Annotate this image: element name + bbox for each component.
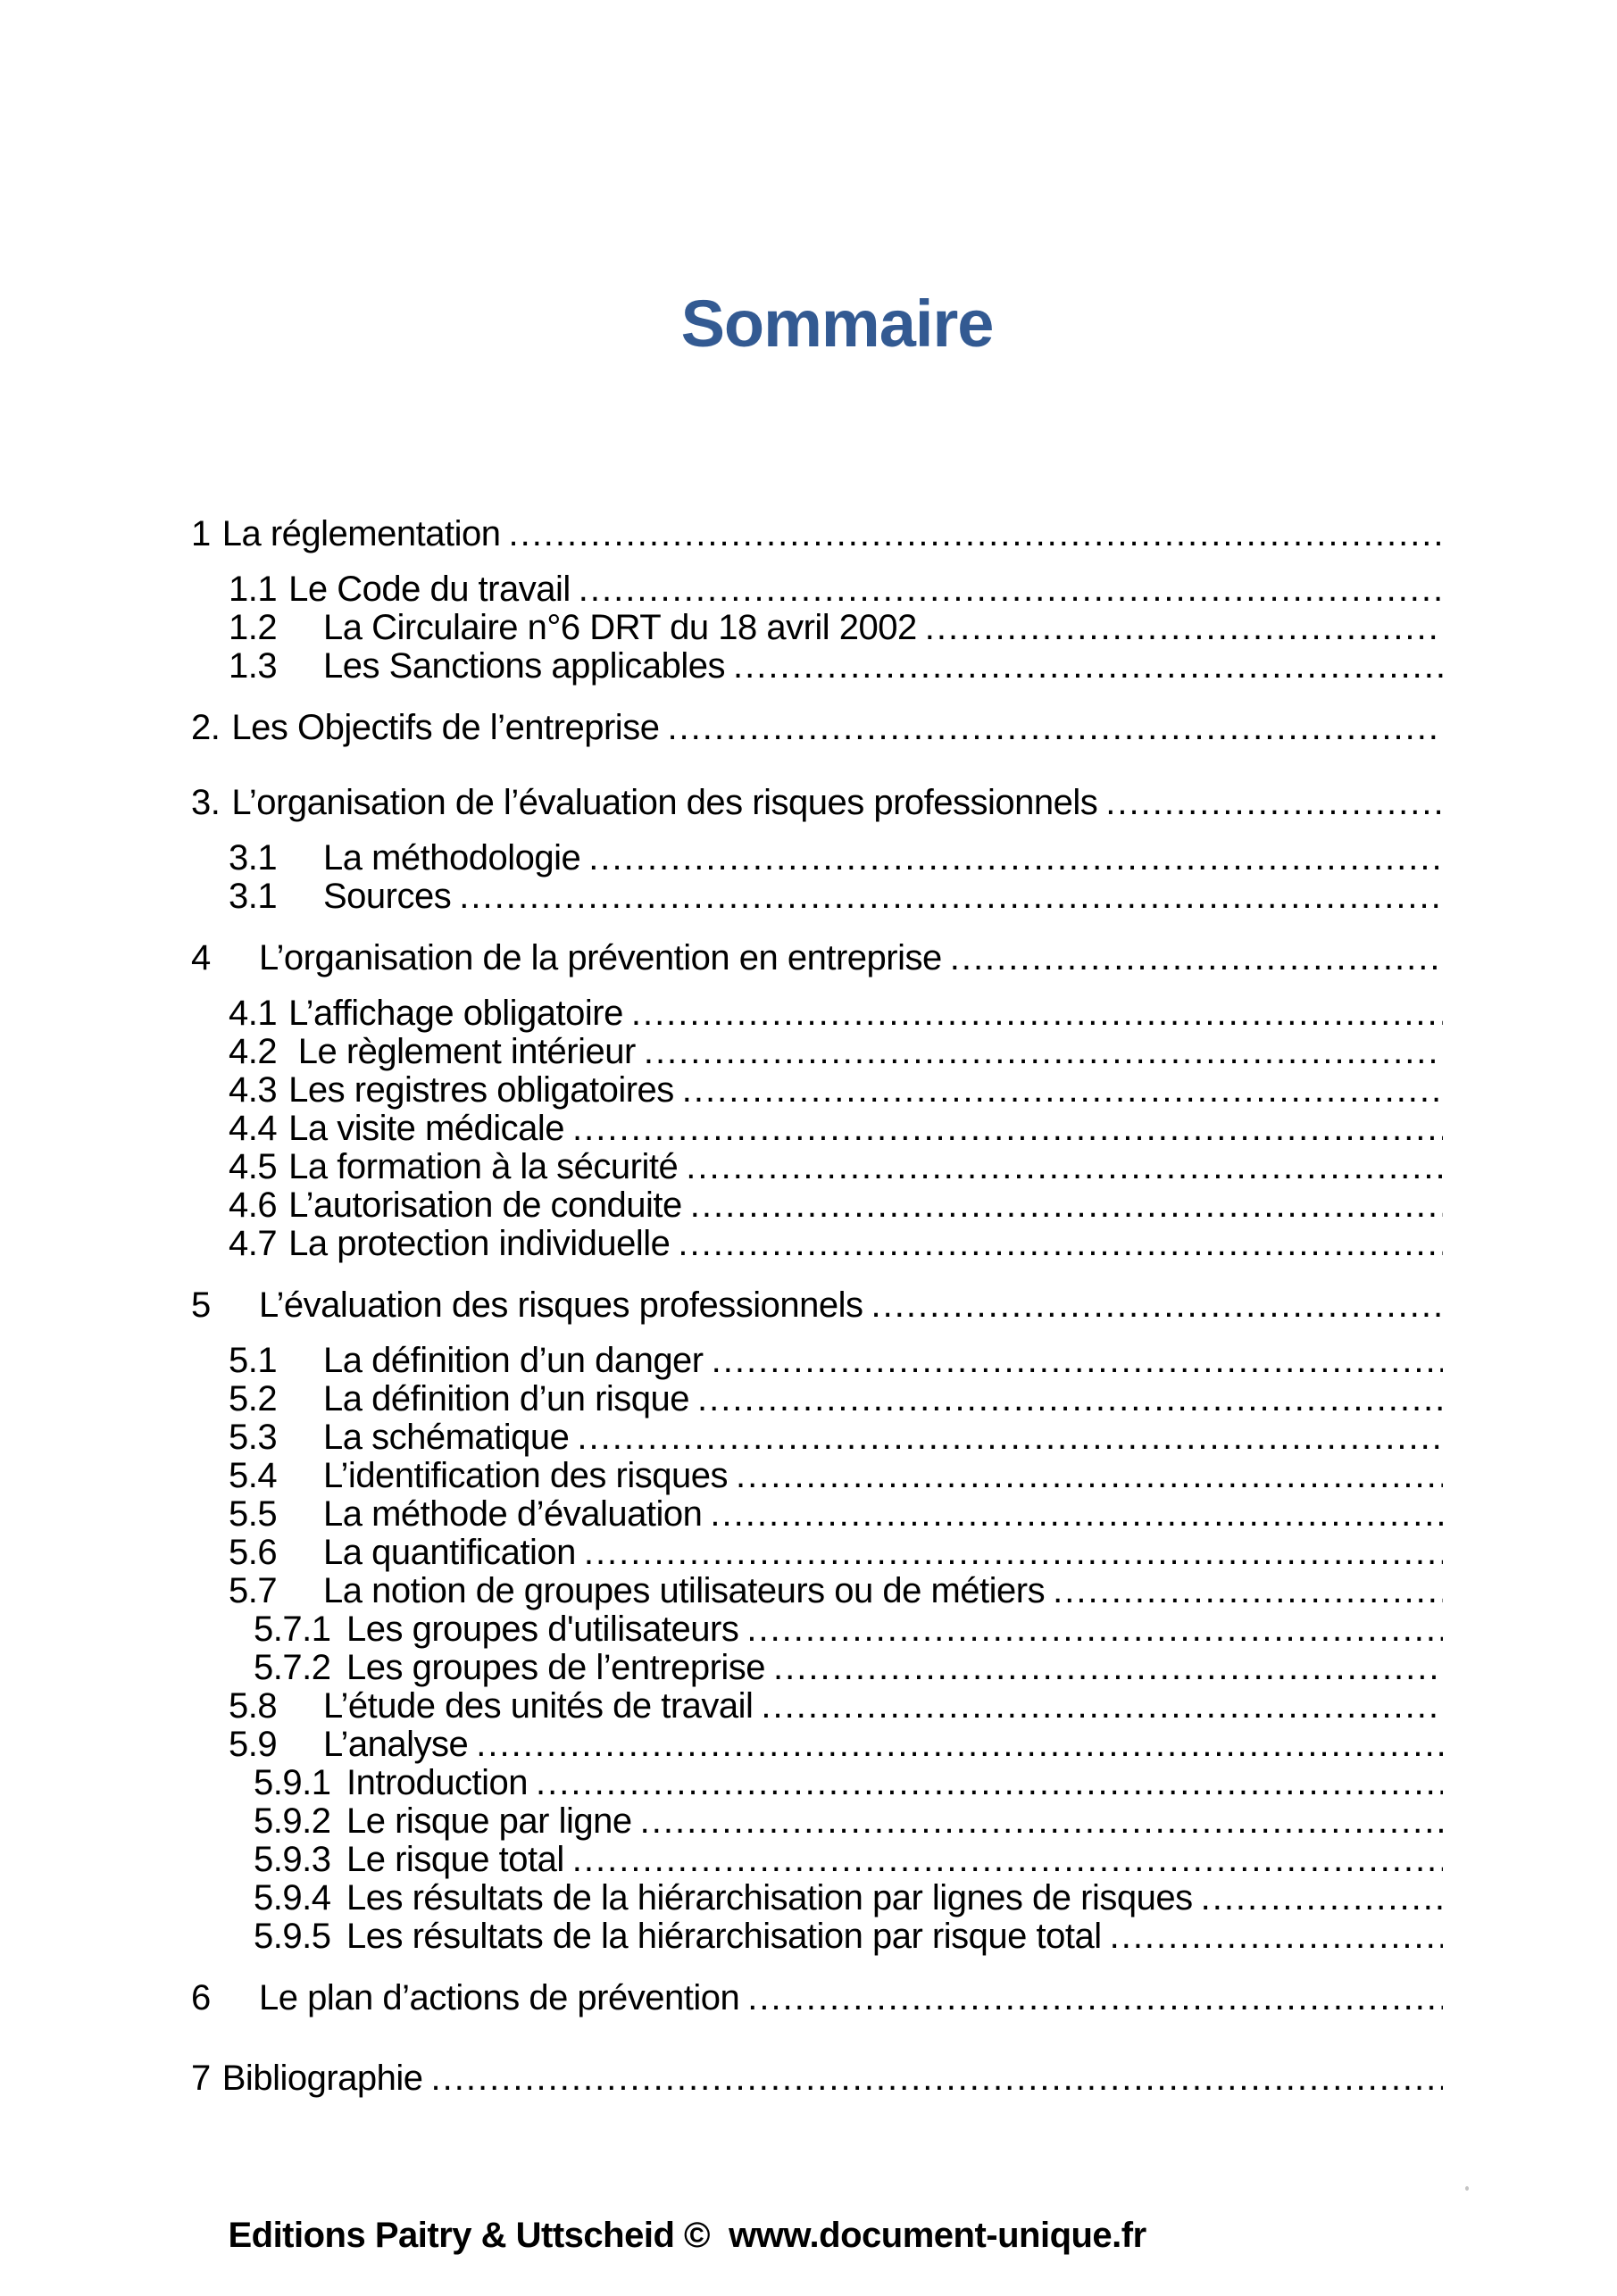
toc-entry — [229, 1342, 1443, 1380]
toc-entry — [229, 878, 1443, 916]
toc-entry-number: 5.9.5 — [254, 1917, 331, 1956]
toc-entry-label: Les Sanctions applicables — [323, 646, 726, 686]
dot-leader — [572, 1110, 1443, 1148]
toc-entry — [254, 1610, 1443, 1649]
toc-entry-label: Les Objectifs de l’entreprise — [231, 708, 660, 747]
dot-leader — [459, 878, 1443, 916]
toc-entry-label: L’étude des unités de travail — [323, 1686, 754, 1726]
toc-entry-number: 5.4 — [229, 1456, 278, 1495]
toc-entry — [229, 1572, 1443, 1610]
toc-entry-label: L’affichage obligatoire — [288, 994, 623, 1033]
page-title: Sommaire — [680, 287, 994, 361]
dot-leader — [1105, 784, 1443, 822]
toc-entry-label: Les groupes de l’entreprise — [346, 1648, 766, 1687]
toc-entry-label: La Circulaire n°6 DRT du 18 avril 2002 — [323, 608, 917, 647]
toc-entry — [254, 1841, 1443, 1879]
toc-entry-number: 1.3 — [229, 646, 278, 686]
toc-entry-label: L’autorisation de conduite — [288, 1185, 682, 1225]
toc-entry-label: Le plan d’actions de prévention — [259, 1978, 740, 2017]
toc-entry-label: Le risque total — [346, 1840, 564, 1879]
dot-leader — [588, 839, 1443, 878]
dot-leader — [736, 1457, 1443, 1495]
toc-entry — [229, 1071, 1443, 1110]
toc-entry-number: 6 — [191, 1978, 211, 2017]
toc-entry-number: 5.5 — [229, 1494, 278, 1534]
toc-entry-label: La méthode d’évaluation — [323, 1494, 703, 1534]
toc-entry-number: 4.6 — [229, 1185, 278, 1225]
toc-entry — [229, 1457, 1443, 1495]
toc-entry-label: La notion de groupes utilisateurs ou de métiers — [323, 1571, 1046, 1610]
toc-entry — [254, 1917, 1443, 1956]
toc-entry-number: 4 — [191, 938, 211, 977]
dot-leader — [476, 1726, 1443, 1764]
toc-entry-number: 3.1 — [229, 877, 278, 916]
toc-entry — [229, 1726, 1443, 1764]
toc-entry — [254, 1764, 1443, 1802]
toc-entry — [191, 709, 1443, 747]
toc-entry — [254, 1879, 1443, 1917]
dot-leader — [682, 1071, 1443, 1110]
toc-entry-number: 5.9.3 — [254, 1840, 331, 1879]
toc-entry — [229, 1186, 1443, 1225]
toc-entry-label: L’identification des risques — [323, 1456, 728, 1495]
toc-entry — [229, 1495, 1443, 1534]
toc-entry — [191, 2059, 1443, 2098]
toc-entry-label: Le Code du travail — [288, 570, 571, 609]
toc-entry — [229, 1380, 1443, 1418]
toc-entry-number: 5.9.1 — [254, 1763, 331, 1802]
dot-leader — [631, 994, 1443, 1033]
toc-entry-number: 5.7 — [229, 1571, 278, 1610]
toc-entry — [229, 1418, 1443, 1457]
toc-entry-label: Le risque par ligne — [346, 1801, 632, 1841]
dot-leader — [747, 1979, 1443, 2017]
toc-entry-label: Les résultats de la hiérarchisation par risque total — [346, 1917, 1102, 1956]
toc-entry-number: 4.7 — [229, 1224, 278, 1263]
toc-entry-label: La méthodologie — [323, 838, 581, 878]
toc-entry-label: La définition d’un risque — [323, 1379, 690, 1418]
toc-entry — [229, 994, 1443, 1033]
toc-entry — [191, 515, 1443, 553]
toc-entry — [191, 939, 1443, 977]
toc-entry-number: 2. — [191, 708, 221, 747]
toc-entry-number: 5.7.2 — [254, 1648, 331, 1687]
dot-leader — [1110, 1917, 1443, 1956]
toc-entry — [191, 784, 1443, 822]
toc-entry-label: La protection individuelle — [288, 1224, 671, 1263]
dot-leader — [712, 1342, 1443, 1380]
toc-entry-number: 4.5 — [229, 1147, 278, 1186]
toc-entry — [229, 1033, 1443, 1071]
toc-entry-label: Bibliographie — [221, 2059, 423, 2098]
toc-entry-number: 5.9 — [229, 1725, 278, 1764]
dot-leader — [761, 1687, 1443, 1726]
toc-entry-label: L’évaluation des risques professionnels — [259, 1285, 863, 1325]
dot-leader — [925, 609, 1443, 647]
toc-entry-label: La réglementation — [221, 514, 501, 553]
dot-leader — [686, 1148, 1443, 1186]
dot-leader — [710, 1495, 1443, 1534]
dot-leader — [746, 1610, 1443, 1649]
toc-entry — [229, 1534, 1443, 1572]
dot-leader — [667, 709, 1443, 747]
dot-leader — [1201, 1879, 1443, 1917]
toc-entry-label: Le règlement intérieur — [288, 1032, 636, 1071]
dot-leader — [431, 2059, 1443, 2098]
dot-leader — [871, 1286, 1444, 1325]
toc-entry-label: Sources — [323, 877, 452, 916]
toc-entry-number: 5.1 — [229, 1341, 278, 1380]
dot-leader — [508, 515, 1443, 553]
table-of-contents — [0, 515, 1443, 2098]
toc-entry-label: Les résultats de la hiérarchisation par lignes de risques — [346, 1878, 1193, 1917]
toc-entry-number: 4.2 — [229, 1032, 278, 1071]
toc-entry — [229, 1225, 1443, 1263]
toc-entry-number: 1.1 — [229, 570, 278, 609]
toc-entry — [254, 1802, 1443, 1841]
toc-entry — [191, 1979, 1443, 2017]
toc-entry-number: 4.3 — [229, 1070, 278, 1110]
dot-leader — [678, 1225, 1443, 1263]
toc-entry-number: 4.1 — [229, 994, 278, 1033]
toc-entry-number: 3.1 — [229, 838, 278, 878]
toc-entry — [229, 839, 1443, 878]
toc-entry-label: Les groupes d'utilisateurs — [346, 1610, 739, 1649]
toc-entry — [229, 1148, 1443, 1186]
toc-entry-label: La quantification — [323, 1533, 576, 1572]
dot-leader — [697, 1380, 1443, 1418]
toc-entry — [229, 1110, 1443, 1148]
toc-entry — [229, 647, 1443, 686]
dot-leader — [690, 1186, 1443, 1225]
toc-entry-label: Introduction — [346, 1763, 529, 1802]
toc-entry-number: 5.7.1 — [254, 1610, 331, 1649]
dot-leader — [577, 1418, 1443, 1457]
toc-entry — [254, 1649, 1443, 1687]
toc-entry-number: 1.2 — [229, 608, 278, 647]
toc-entry-label: L’organisation de la prévention en entreprise — [259, 938, 942, 977]
toc-entry-number: 5.2 — [229, 1379, 278, 1418]
toc-entry-label: Les registres obligatoires — [288, 1070, 674, 1110]
toc-entry-number: 1 — [191, 514, 211, 553]
toc-entry-number: 5.6 — [229, 1533, 278, 1572]
toc-entry-number: 5.8 — [229, 1686, 278, 1726]
footer-text: Editions Paitry & Uttscheid © www.document-unique.fr — [228, 2216, 1146, 2255]
dot-leader — [584, 1534, 1443, 1572]
dot-leader — [1053, 1572, 1443, 1610]
toc-entry — [229, 1687, 1443, 1726]
dot-leader — [950, 939, 1443, 977]
footer — [190, 2175, 1146, 2296]
toc-entry — [191, 1286, 1443, 1325]
toc-entry-label: La schématique — [323, 1418, 570, 1457]
toc-entry-number: 5.9.4 — [254, 1878, 331, 1917]
toc-entry-label: L’analyse — [323, 1725, 469, 1764]
toc-entry-number: 7 — [191, 2059, 211, 2098]
page-speck — [1465, 2186, 1469, 2191]
toc-entry-number: 4.4 — [229, 1109, 278, 1148]
dot-leader — [572, 1841, 1443, 1879]
toc-entry-number: 5 — [191, 1285, 211, 1325]
toc-entry-label: La définition d’un danger — [323, 1341, 704, 1380]
toc-entry — [229, 570, 1443, 609]
toc-entry-number: 3. — [191, 783, 221, 822]
dot-leader — [644, 1033, 1443, 1071]
toc-entry-label: La visite médicale — [288, 1109, 565, 1148]
dot-leader — [773, 1649, 1443, 1687]
dot-leader — [640, 1802, 1443, 1841]
dot-leader — [579, 570, 1443, 609]
toc-entry-label: La formation à la sécurité — [288, 1147, 679, 1186]
toc-entry — [229, 609, 1443, 647]
dot-leader — [733, 647, 1443, 686]
toc-entry-label: L’organisation de l’évaluation des risques professionnels — [231, 783, 1098, 822]
toc-entry-number: 5.9.2 — [254, 1801, 331, 1841]
dot-leader — [536, 1764, 1443, 1802]
toc-entry-number: 5.3 — [229, 1418, 278, 1457]
